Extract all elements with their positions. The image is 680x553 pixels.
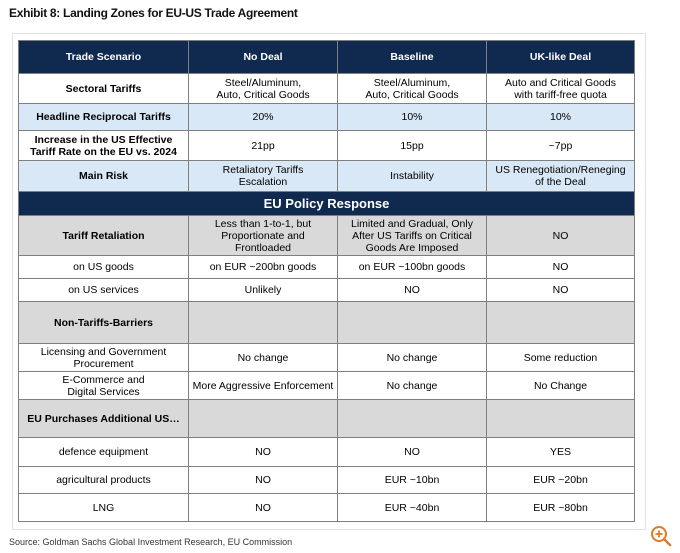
table-row [19,302,635,344]
zoom-button[interactable] [649,524,673,548]
row-label-on-us-services: on US services [19,279,189,302]
table-cell: Steel/Aluminum, Auto, Critical Goods [189,74,338,104]
table-row [19,438,635,467]
table-row [19,467,635,494]
table-row [19,256,635,279]
table-cell: No change [189,344,338,372]
header-uk-like-deal: UK-like Deal [487,41,635,74]
table-cell: Limited and Gradual, Only After US Tariffs on Critical Goods Are Imposed [338,216,487,256]
table-cell: Unlikely [189,279,338,302]
table-cell: NO [338,438,487,467]
section-row [19,192,635,216]
table-cell: Instability [338,161,487,192]
row-label-headline-reciprocal-tariffs: Headline Reciprocal Tariffs [19,104,189,131]
table-cell: 15pp [338,131,487,161]
table-cell: 21pp [189,131,338,161]
table-cell [189,302,338,344]
exhibit-title: Exhibit 8: Landing Zones for EU-US Trade Agreement [9,6,298,20]
table-cell: Auto and Critical Goods with tariff-free quota [487,74,635,104]
table-cell: 10% [487,104,635,131]
table-cell [338,400,487,438]
table-cell: EUR ~10bn [338,467,487,494]
table-row [19,372,635,400]
table-cell: No change [338,344,487,372]
table-cell: on EUR ~200bn goods [189,256,338,279]
table-row [19,104,635,131]
table-cell: Steel/Aluminum, Auto, Critical Goods [338,74,487,104]
table-cell: More Aggressive Enforcement [189,372,338,400]
row-label-on-us-goods: on US goods [19,256,189,279]
table-cell: NO [189,494,338,522]
row-label-agricultural-products: agricultural products [19,467,189,494]
table-cell: EUR ~20bn [487,467,635,494]
table-row [19,161,635,192]
table-cell: NO [487,216,635,256]
row-label-licensing-procurement: Licensing and Government Procurement [19,344,189,372]
section-title: EU Policy Response [19,192,635,216]
table-cell: EUR ~80bn [487,494,635,522]
table-row [19,344,635,372]
row-label-non-tariff-barriers: Non-Tariffs-Barriers [19,302,189,344]
table-cell: NO [487,279,635,302]
table-cell: 20% [189,104,338,131]
row-label-ecommerce-digital: E-Commerce and Digital Services [19,372,189,400]
table-cell [487,302,635,344]
header-trade-scenario: Trade Scenario [19,41,189,74]
row-label-defence-equipment: defence equipment [19,438,189,467]
row-label-tariff-retaliation: Tariff Retaliation [19,216,189,256]
table-cell: US Renegotiation/Reneging of the Deal [487,161,635,192]
header-baseline: Baseline [338,41,487,74]
row-label-effective-tariff-increase: Increase in the US Effective Tariff Rate on the EU vs. 2024 [19,131,189,161]
table-cell: EUR ~40bn [338,494,487,522]
table-cell: Some reduction [487,344,635,372]
table-cell: No Change [487,372,635,400]
table-cell [487,400,635,438]
table-row [19,400,635,438]
table-cell: YES [487,438,635,467]
table-cell: NO [189,438,338,467]
table-cell: NO [338,279,487,302]
source-note: Source: Goldman Sachs Global Investment Research, EU Commission [9,537,293,547]
table-cell: ~7pp [487,131,635,161]
header-row [19,41,635,74]
table-cell: Less than 1-to-1, but Proportionate and Frontloaded [189,216,338,256]
table-cell: 10% [338,104,487,131]
table-cell [189,400,338,438]
table-row [19,131,635,161]
row-label-sectoral-tariffs: Sectoral Tariffs [19,74,189,104]
trade-scenario-table [18,40,635,522]
table-cell: NO [189,467,338,494]
row-label-eu-purchases: EU Purchases Additional US… [19,400,189,438]
table-row [19,216,635,256]
table-row [19,494,635,522]
table-cell: on EUR ~100bn goods [338,256,487,279]
table-row [19,74,635,104]
table-cell: Retaliatory Tariffs Escalation [189,161,338,192]
row-label-lng: LNG [19,494,189,522]
table-cell [338,302,487,344]
table-row [19,279,635,302]
table-cell: No change [338,372,487,400]
zoom-in-icon [649,524,673,548]
header-no-deal: No Deal [189,41,338,74]
row-label-main-risk: Main Risk [19,161,189,192]
table-cell: NO [487,256,635,279]
